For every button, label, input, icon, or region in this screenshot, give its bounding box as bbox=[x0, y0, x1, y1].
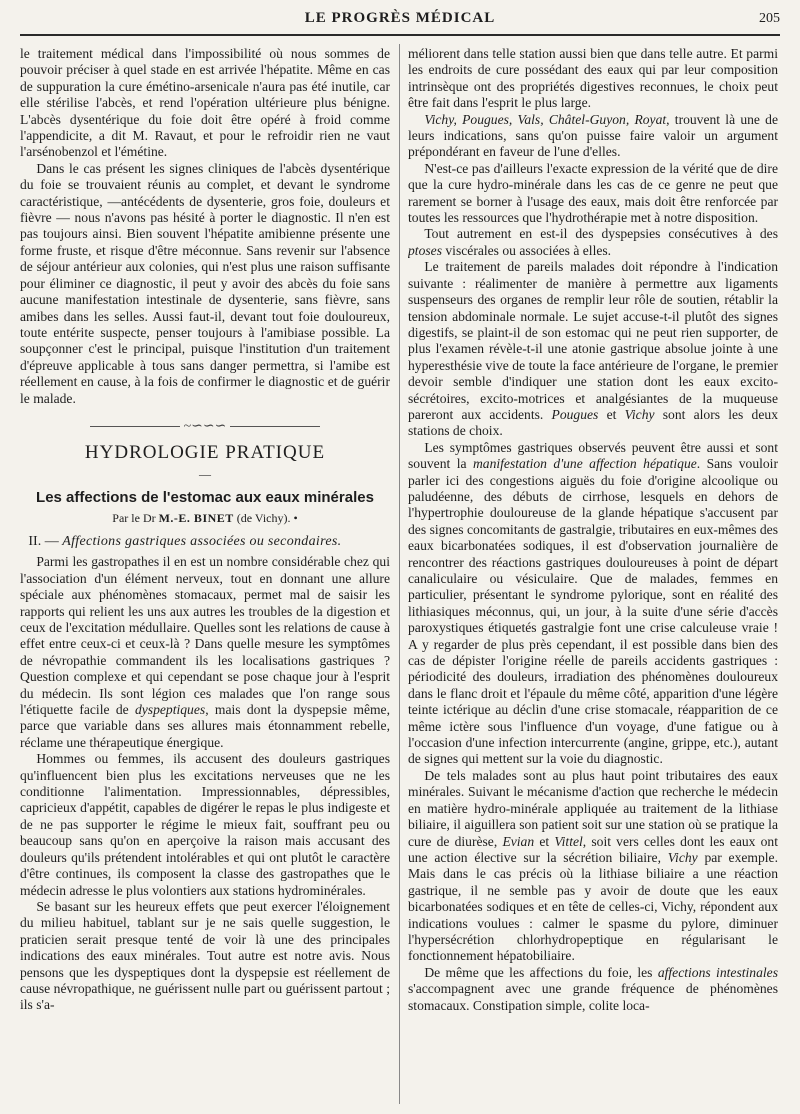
paragraph bbox=[408, 768, 778, 965]
subheading-text: Affections gastriques associées ou secondaires. bbox=[62, 533, 342, 549]
emphasis: Vichy bbox=[667, 849, 698, 865]
subheading-number: II. — bbox=[28, 533, 59, 549]
text-run: par exemple. Mais dans le cas précis où la lithiase biliaire a une réaction gastrique, il ne semble pas y avoir de doute que les eaux bicarbonatées sodiques et en tête de celles-ci, Vichy, répondent aux indications voulues : calmer le spasme du pylore, diminuer l'hypersécrétion chlorhydropeptique en régularisant le fonctionnement hépatobiliaire. bbox=[408, 849, 778, 964]
emphasis: ptoses bbox=[408, 242, 442, 258]
running-title: LE PROGRÈS MÉDICAL bbox=[304, 10, 496, 26]
paragraph bbox=[408, 259, 778, 439]
text-run: Parmi les gastropathes il en est un nombre considérable chez qui l'association d'un élément nerveux, tout en donnant une allure spéciale aux phénomènes stomacaux, permet mal de saisir les rapports qui relient les uns aux autres les troubles de la digestion et ceux de l'excitation médullaire. Quelles sont les relations de cause à effet entre ceux-ci et ceux-là ? Dans quelle mesure les symptômes de névropathie commandent ils les localisations gastriques ? Question complexe et qui cependant se pose chaque jour à l'esprit du médecin. Ils sont légion ces malades que l'on range sous l'étiquette facile de bbox=[20, 554, 390, 718]
byline-suffix: (de Vichy). • bbox=[236, 510, 298, 525]
separator-ornament: ~∽∽∽ bbox=[183, 418, 227, 434]
text-run: , soit vers celles dont les eaux ont une action élective sur la sécrétion biliaire, bbox=[408, 833, 778, 865]
text-run: . Sans vouloir parler ici des congestions aiguës du foie d'origine alcoolique ou paludéenne, des débuts de cirrhose, lesquels en dehors de l'hypertrophie douloureuse de la glande hépatique s'accusent par des signes concomitants de gastralgie, tributaires en eux-mêmes des eaux bicarbonatées sodiques, il est d'observation journalière de rencontrer des réactions gastriques douloureuses à point de départ canaliculaire ou vésiculaire. Que de malades, femmes en particulier, présentant le syndrome pylorique, sont en réalité des lithiasiques méconnus, qui, un jour, à la suite d'une série d'accès paroxystiques étiquetés gastralgie font une crise calculeuse vraie ! A y regarder de plus près cependant, il est possible dans bien des cas de dépister l'origine réelle de pareils accidents gastriques : périodicité des douleurs, irradiation des phénomènes douloureux dans le flanc droit et l'épaule du même côté, apparition d'une légère teinte ictérique au déclin d'une crise stomacale, réapparition de ce même ictère sous l'influence d'un voyage, d'une fatigue ou à l'occasion d'une infection intercurrente (angine, grippe, etc.), autant de signes qui mettent sur la voie du diagnostic. bbox=[408, 456, 778, 767]
text-run: et bbox=[534, 833, 555, 849]
byline-prefix: Par le Dr bbox=[112, 510, 156, 525]
paragraph bbox=[408, 112, 778, 161]
separator-line bbox=[230, 426, 320, 427]
text-run: s'accompagnent avec une grande fréquence de phénomènes stomacaux. Constipation simple, colite loca- bbox=[408, 981, 778, 1013]
emphasis: Vichy, Pougues, Vals, Châtel-Guyon, Royat bbox=[424, 111, 667, 127]
section-separator bbox=[20, 419, 390, 435]
separator-line bbox=[90, 426, 180, 427]
text-run: Les symptômes gastriques observés peuvent être aussi et sont souvent la bbox=[408, 439, 778, 472]
emphasis: Pougues bbox=[551, 406, 599, 422]
page-header bbox=[20, 10, 780, 36]
text-run: viscérales ou associées à elles. bbox=[441, 242, 612, 258]
column-divider bbox=[399, 44, 400, 1104]
paragraph: N'est-ce pas d'ailleurs l'exacte expression de la vérité que de dire que la cure hydro-minérale dans les cas de ce genre ne peut que rarement se borner à l'usage des eaux, mais doit être renforcée par toutes les ressources que l'hydrothérapie met à notre disposition. bbox=[408, 160, 778, 226]
header-rule bbox=[20, 34, 780, 36]
text-run: , trouvent là une de leurs indications, sans qu'on puisse faire valoir un argument prépondérant en faveur de l'une d'elles. bbox=[408, 111, 778, 160]
section-dash: — bbox=[199, 466, 211, 481]
text-run: Tout autrement en est-il des dyspepsies consécutives à des bbox=[424, 226, 778, 242]
emphasis: Vichy bbox=[624, 406, 655, 422]
emphasis: Evian bbox=[502, 833, 535, 849]
paragraph: Hommes ou femmes, ils accusent des douleurs gastriques qu'influencent bien plus les excitations nerveuses que ne les conditionne l'alimentation. Impressionnables, dépressibles, capricieux d'appétit, capables de digérer le repas le plus indigeste et de ne pas supporter le régime le mieux fait, souffrant peu ou beaucoup sans qu'on en aperçoive la raison mais accusant des douleurs qu'ils prétendent intolérables et qui ont plutôt le caractère d'être continues, ils composent la classe des gastropathes que le médecin adresse le plus volontiers aux stations hydrominérales. bbox=[20, 751, 390, 898]
text-run: De tels malades sont au plus haut point tributaires des eaux minérales. Suivant le mécanisme d'action que recherche le médecin en matière hydro-minérale appliquée au traitement de la lithiase biliaire, il aiguillera son patient soit sur une station où se pratique la cure de diurèse, bbox=[408, 767, 778, 849]
emphasis: affections intestinales bbox=[657, 964, 778, 980]
page-number: 205 bbox=[759, 11, 780, 26]
text-run: , mais dont la dyspepsie même, parce que variable dans ses allures mais étonnamment rebelle, réclame une thérapeutique énergique. bbox=[20, 702, 390, 750]
paragraph bbox=[408, 226, 778, 259]
paragraph bbox=[408, 440, 778, 768]
emphasis: Vittel bbox=[554, 833, 583, 849]
paragraph: le traitement médical dans l'impossibilité où nous sommes de pouvoir préciser à quel stade en est arrivée l'hépatite. Même en cas de suppuration la cure émétino-arsenicale n'aura pas été inutile, car elle stérilise l'abcès, et rend l'opération ultérieure plus bénigne. L'abcès dysentérique du foie doit être opéré à froid comme l'appendicite, a dit M. Ravaut, et pour le refroidir rien ne vaut l'arsénobenzol et l'émétine. bbox=[20, 46, 390, 160]
text-run: sont alors les deux stations de choix. bbox=[408, 406, 778, 439]
paragraph: méliorent dans telle station aussi bien que dans telle autre. Et parmi les endroits de cure possédant des eaux qui par leur composition intrinsèque ont des propriétés digestives reconnues, le choix peut être fait dans l'esprit le plus large. bbox=[408, 46, 778, 111]
right-column bbox=[408, 46, 778, 1106]
paragraph: Dans le cas présent les signes cliniques de l'abcès dysentérique du foie se trouvaient réunis au complet, et devant le syndrome caractéristique, —antécédents de dysenterie, gros foie, douleurs et fièvre — nous n'avons pas hésité à porter le diagnostic. Il n'en est pas toujours ainsi. Bien souvent l'hépatite amibienne présente une forme fruste, et risque d'être méconnue. Sans revenir sur l'absence de séjour antérieur aux colonies, qui n'est plus une raison suffisante pour éliminer ce diagnostic, il peut y avoir des abcès du foie sans aucune manifestation intestinale de dysenterie, sans fièvre, sans amibes dans les selles. Aussi faut-il, devant tout foie douloureux, toute entérite suspecte, penser toujours à l'amibiase possible. La soupçonner c'est le principal, puisque l'institution d'un traitement d'épreuve applicable à tous sans danger permettra, si l'amibe est réellement en cause, à la fois de confirmer le diagnostic et de guérir le malade. bbox=[20, 160, 390, 406]
left-column bbox=[20, 46, 390, 1106]
paragraph: Se basant sur les heureux effets que peut exercer l'éloignement du milieu habituel, tablant sur je ne sais quelle suggestion, le praticien serait presque tenté de voir là une des principales indications des eaux minérales. Tout autre est notre avis. Nous pensons que les dyspeptiques dont la dyspepsie est réellement de cause névropathique, ne guérissent nulle part ou guérissent partout ; ils s'a- bbox=[20, 898, 390, 1013]
emphasis: dyspeptiques bbox=[134, 702, 206, 718]
text-run: Le traitement de pareils malades doit répondre à l'indication suivante : réalimenter de manière à permettre aux ligaments suspenseurs des organes de remplir leur rôle de soutien, rétablir la tension abdominale normale. Le sujet accuse-t-il plutôt des signes digestifs, se plaint-il de son estomac qui ne peut rien supporter, de plus l'examen révèle-t-il une atonie gastrique absolue jointe à une hyperesthésie vive de toute la face antérieure de l'organe, le premier devoir semble d'indiquer une station dont les eaux excito-sécrétoires, excito-motrices et analgésiantes de la muqueuse pareront aux accidents. bbox=[408, 259, 778, 422]
text-run: De même que les affections du foie, les bbox=[424, 964, 658, 980]
paragraph bbox=[20, 554, 390, 751]
emphasis: manifestation d'une affection hépatique bbox=[472, 456, 697, 472]
paragraph bbox=[408, 965, 778, 1014]
byline bbox=[20, 510, 390, 526]
article-title: Les affections de l'estomac aux eaux minérales bbox=[36, 489, 374, 507]
section-title: HYDROLOGIE PRATIQUE bbox=[84, 442, 326, 464]
byline-author: M.-E. BINET bbox=[158, 510, 234, 525]
subheading bbox=[20, 534, 390, 550]
text-run: et bbox=[598, 406, 625, 422]
